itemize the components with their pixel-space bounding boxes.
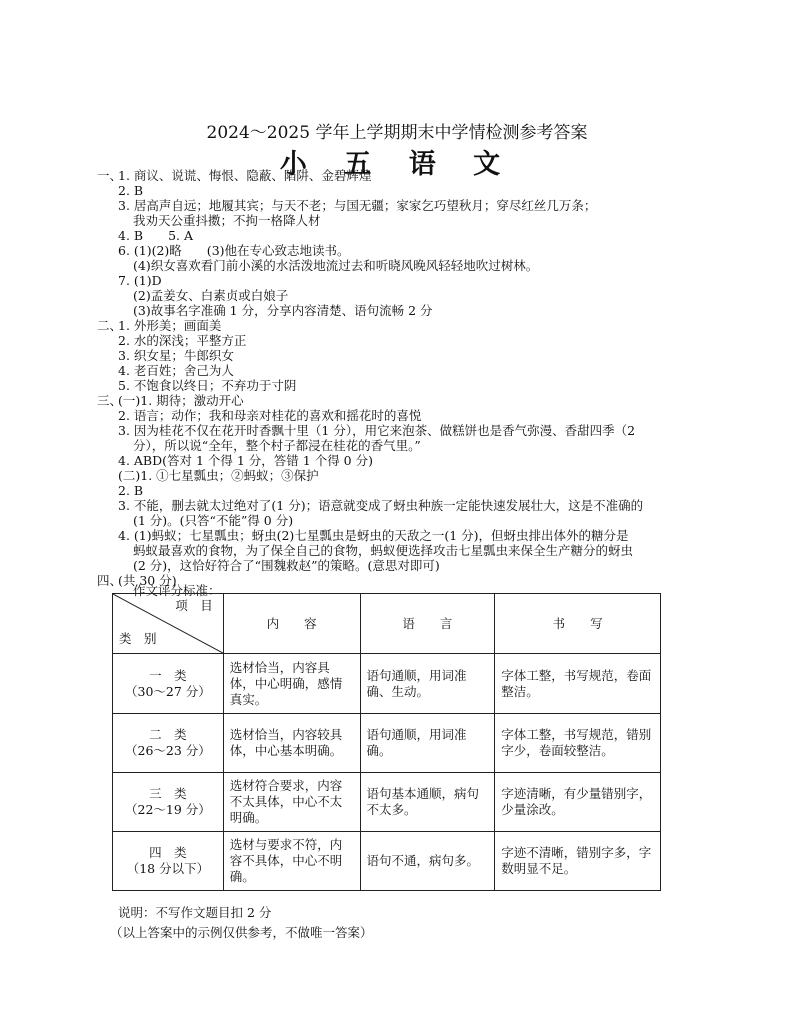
answer-line: 4. ABD(答对 1 个得 1 分，答错 1 个得 0 分) bbox=[118, 453, 373, 468]
answer-line: 3. 因为桂花不仅在花开时香飘十里（1 分），用它来泡茶、做糕饼也是香气弥漫、香甜四季（2 bbox=[118, 423, 636, 438]
language-cell: 语句通顺，用词准确。 bbox=[360, 714, 495, 773]
header-content: 内 容 bbox=[223, 594, 360, 654]
answer-line: (二)1. ①七星瓢虫；②蚂蚁；③保护 bbox=[118, 468, 319, 483]
header-writing: 书 写 bbox=[495, 594, 661, 654]
category-cell bbox=[113, 832, 224, 891]
answer-line: 4. (1)蚂蚁；七星瓢虫；蚜虫(2)七星瓢虫是蚜虫的天敌之一(1 分)，但蚜虫排出体外的糖分是 bbox=[118, 528, 629, 543]
answer-line: 3. 不能，删去就太过绝对了(1 分)；语意就变成了蚜虫种族一定能快速发展壮大，这是不准确的 bbox=[118, 498, 644, 513]
table-row bbox=[113, 773, 661, 832]
subject-title: 小 五 语 文 bbox=[279, 149, 515, 180]
answer-line: 分），所以说“全年，整个村子都浸在桂花的香气里。” bbox=[133, 438, 421, 453]
answer-line: 7. (1)D bbox=[118, 273, 162, 288]
language-cell: 语句基本通顺，病句不太多。 bbox=[360, 773, 495, 832]
table-row bbox=[113, 654, 661, 714]
answer-line: (1 分)。(只答“不能”得 0 分) bbox=[133, 513, 294, 528]
category-range: （30～27 分） bbox=[125, 683, 211, 699]
corner-bottom-label: 类 别 bbox=[119, 631, 157, 646]
footer-note: 说明：不写作文题目扣 2 分 bbox=[118, 905, 272, 920]
writing-cell: 字体工整，书写规范，卷面整洁。 bbox=[495, 654, 661, 714]
table-row bbox=[113, 714, 661, 773]
answer-line: 3. 织女星；牛郎织女 bbox=[118, 348, 234, 363]
answer-line: 2. B bbox=[118, 483, 144, 498]
category-cell bbox=[113, 654, 224, 714]
corner-top-label: 项 目 bbox=[175, 598, 213, 613]
category-name: 二 类 bbox=[149, 727, 187, 742]
answer-line: (2)孟姜女、白素贞或白娘子 bbox=[133, 288, 289, 303]
category-range: （18 分以下） bbox=[126, 861, 210, 876]
language-cell: 语句不通，病句多。 bbox=[360, 832, 495, 891]
content-cell: 选材与要求不符，内容不具体，中心不明确。 bbox=[223, 832, 360, 891]
section-label-two: 二、 bbox=[97, 318, 123, 333]
answer-line: 我劝天公重抖擞；不拘一格降人材 bbox=[133, 213, 321, 228]
writing-cell: 字迹清晰，有少量错别字，少量涂改。 bbox=[495, 773, 661, 832]
document-title: 2024～2025 学年上学期期末中学情检测参考答案 bbox=[206, 123, 588, 143]
table-row bbox=[113, 832, 661, 891]
language-cell: 语句通顺，用词准确、生动。 bbox=[360, 654, 495, 714]
writing-cell: 字体工整，书写规范，错别字少，卷面较整洁。 bbox=[495, 714, 661, 773]
answer-line: (3)故事名字准确 1 分，分享内容清楚、语句流畅 2 分 bbox=[133, 303, 433, 318]
corner-cell bbox=[113, 594, 224, 654]
section-total: (共 30 分) bbox=[118, 573, 177, 588]
category-cell bbox=[113, 714, 224, 773]
grading-table bbox=[112, 593, 661, 891]
answer-line: (2 分)，这恰好符合了“围魏救赵”的策略。(意思对即可) bbox=[133, 558, 440, 573]
section-label-one: 一、 bbox=[97, 168, 123, 183]
content-cell: 选材符合要求，内容不太具体，中心不太明确。 bbox=[223, 773, 360, 832]
category-name: 三 类 bbox=[149, 786, 187, 801]
content-cell: 选材恰当，内容较具体，中心基本明确。 bbox=[223, 714, 360, 773]
answer-line: 6. (1)(2)略 (3)他在专心致志地读书。 bbox=[118, 243, 350, 258]
answer-line: 2. 水的深浅；平整方正 bbox=[118, 333, 247, 348]
writing-cell: 字迹不清晰，错别字多，字数明显不足。 bbox=[495, 832, 661, 891]
answer-line: (一)1. 期待；激动开心 bbox=[118, 393, 244, 408]
answer-line: 5. 不饱食以终日；不弃功于寸阴 bbox=[118, 378, 297, 393]
answer-line: 4. 老百姓；舍己为人 bbox=[118, 363, 234, 378]
table-header-row bbox=[113, 594, 661, 654]
category-name: 一 类 bbox=[149, 667, 187, 683]
answer-line: 蚂蚁最喜欢的食物，为了保全自己的食物，蚂蚁便选择攻击七星瓢虫来保全生产糖分的蚜虫 bbox=[133, 543, 634, 558]
category-range: （22～19 分） bbox=[125, 802, 211, 817]
category-cell bbox=[113, 773, 224, 832]
answer-line: 1. 商议、说谎、悔恨、隐蔽、陷阱、金碧辉煌 bbox=[118, 168, 372, 183]
answer-line: (4)织女喜欢看门前小溪的水活泼地流过去和听晓风晚风轻轻地吹过树林。 bbox=[133, 258, 539, 273]
category-name: 四 类 bbox=[149, 845, 187, 860]
section-label-four: 四、 bbox=[97, 573, 123, 588]
category-range: （26～23 分） bbox=[125, 743, 211, 758]
answer-line: 4. B 5. A bbox=[118, 228, 194, 243]
answer-line: 2. 语言；动作；我和母亲对桂花的喜欢和摇花时的喜悦 bbox=[118, 408, 422, 423]
grading-intro: 作文评分标准： bbox=[133, 583, 221, 598]
answer-line: 1. 外形美；画面美 bbox=[118, 318, 222, 333]
content-cell: 选材恰当，内容具体，中心明确，感情真实。 bbox=[223, 654, 360, 714]
header-language: 语 言 bbox=[360, 594, 495, 654]
section-label-three: 三、 bbox=[97, 393, 123, 408]
answer-line: 3. 居高声自远；地履其宾；与天不老；与国无疆；家家乞巧望秋月；穿尽红丝几万条； bbox=[118, 198, 597, 213]
footer-disclaimer: （以上答案中的示例仅供参考，不做唯一答案） bbox=[110, 925, 373, 940]
answer-line: 2. B bbox=[118, 183, 144, 198]
